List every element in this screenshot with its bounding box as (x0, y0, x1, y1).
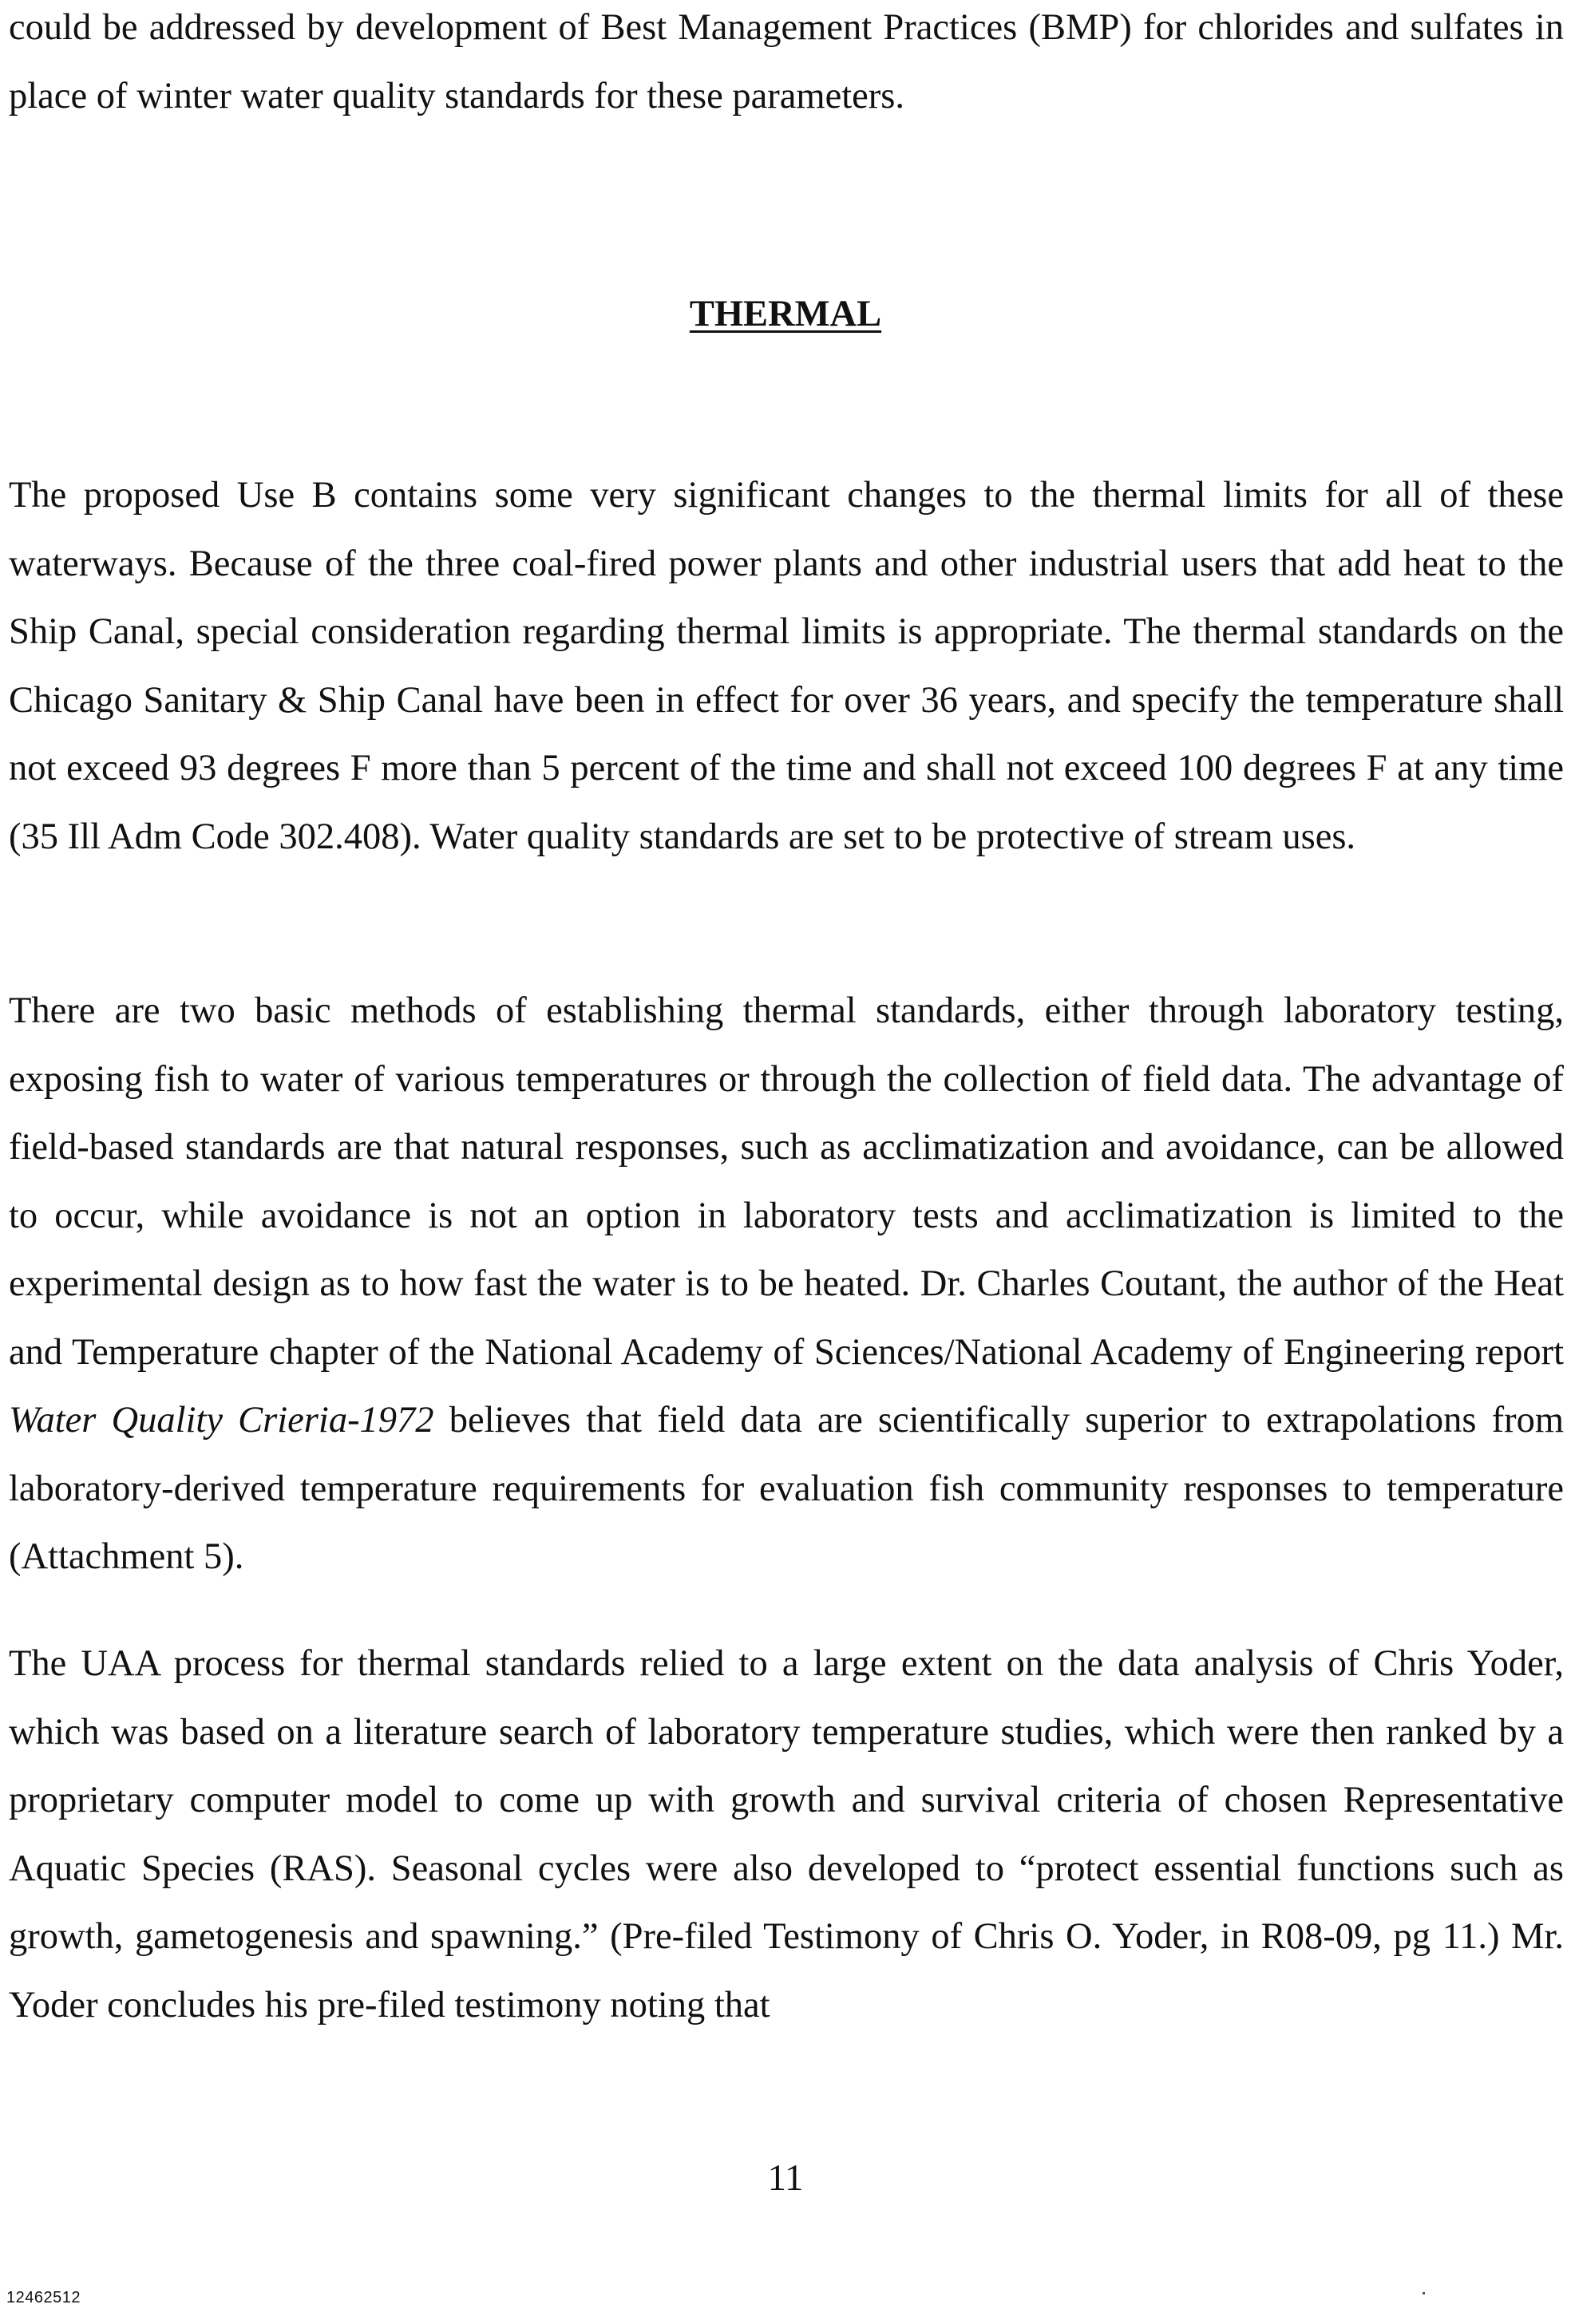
page-number: 11 (767, 2158, 804, 2199)
paragraph-bmp-continuation: could be addressed by development of Best Management Practices (BMP) for chlorides and sulfates in place of winter water quality standards for these parameters. (9, 7, 1564, 117)
paragraph-thermal-methods-text: There are two basic methods of establishing thermal standards, either through laboratory testing, exposing fish to water of various temperatures or through the collection of field data. The advantage of field-based standards are that natural responses, such as acclimatization and avoidance, can be allowed to occur, while avoidance is not an option in laboratory tests and acclimatization is limited to the experimental design as to how fast the water is to be heated. Dr. Charles Coutant, the author of the Heat and Temperature chapter of the National Academy of Sciences/National Academy of Engineering report (9, 990, 1564, 1373)
paragraph-thermal-methods (9, 977, 1564, 1591)
scan-speck (1423, 2292, 1425, 2294)
paragraph-uaa-process: The UAA process for thermal standards relied to a large extent on the data analysis of Chris Yoder, which was based on a literature search of laboratory temperature studies, which were then ranked by a proprietary computer model to come up with growth and survival criteria of chosen Representative Aquatic Species (RAS). Seasonal cycles were also developed to “protect essential functions such as growth, gametogenesis and spawning.” (Pre-filed Testimony of Chris O. Yoder, in R08-09, pg 11.) Mr. Yoder concludes his pre-filed testimony noting that (9, 1643, 1564, 2026)
report-title: Water Quality Crieria-1972 (9, 1400, 434, 1441)
paragraph-proposed-use-b: The proposed Use B contains some very significant changes to the thermal limits for all of these waterways. Because of the three coal-fired power plants and other industrial users that add heat to the Ship Canal, special consideration regarding thermal limits is appropriate. The thermal standards on the Chicago Sanitary & Ship Canal have been in effect for over 36 years, and specify the temperature shall not exceed 93 degrees F more than 5 percent of the time and shall not exceed 100 degrees F at any time (35 Ill Adm Code 302.408). Water quality standards are set to be protective of stream uses. (9, 475, 1564, 857)
document-id: 12462512 (6, 2289, 81, 2306)
section-heading-thermal: THERMAL (689, 294, 882, 334)
paragraph-thermal-methods-end: believes that field data are scientifically superior to extrapolations from laboratory-derived temperature requirements for evaluation fish community responses to temperature (Attachment 5). (9, 1400, 1564, 1577)
